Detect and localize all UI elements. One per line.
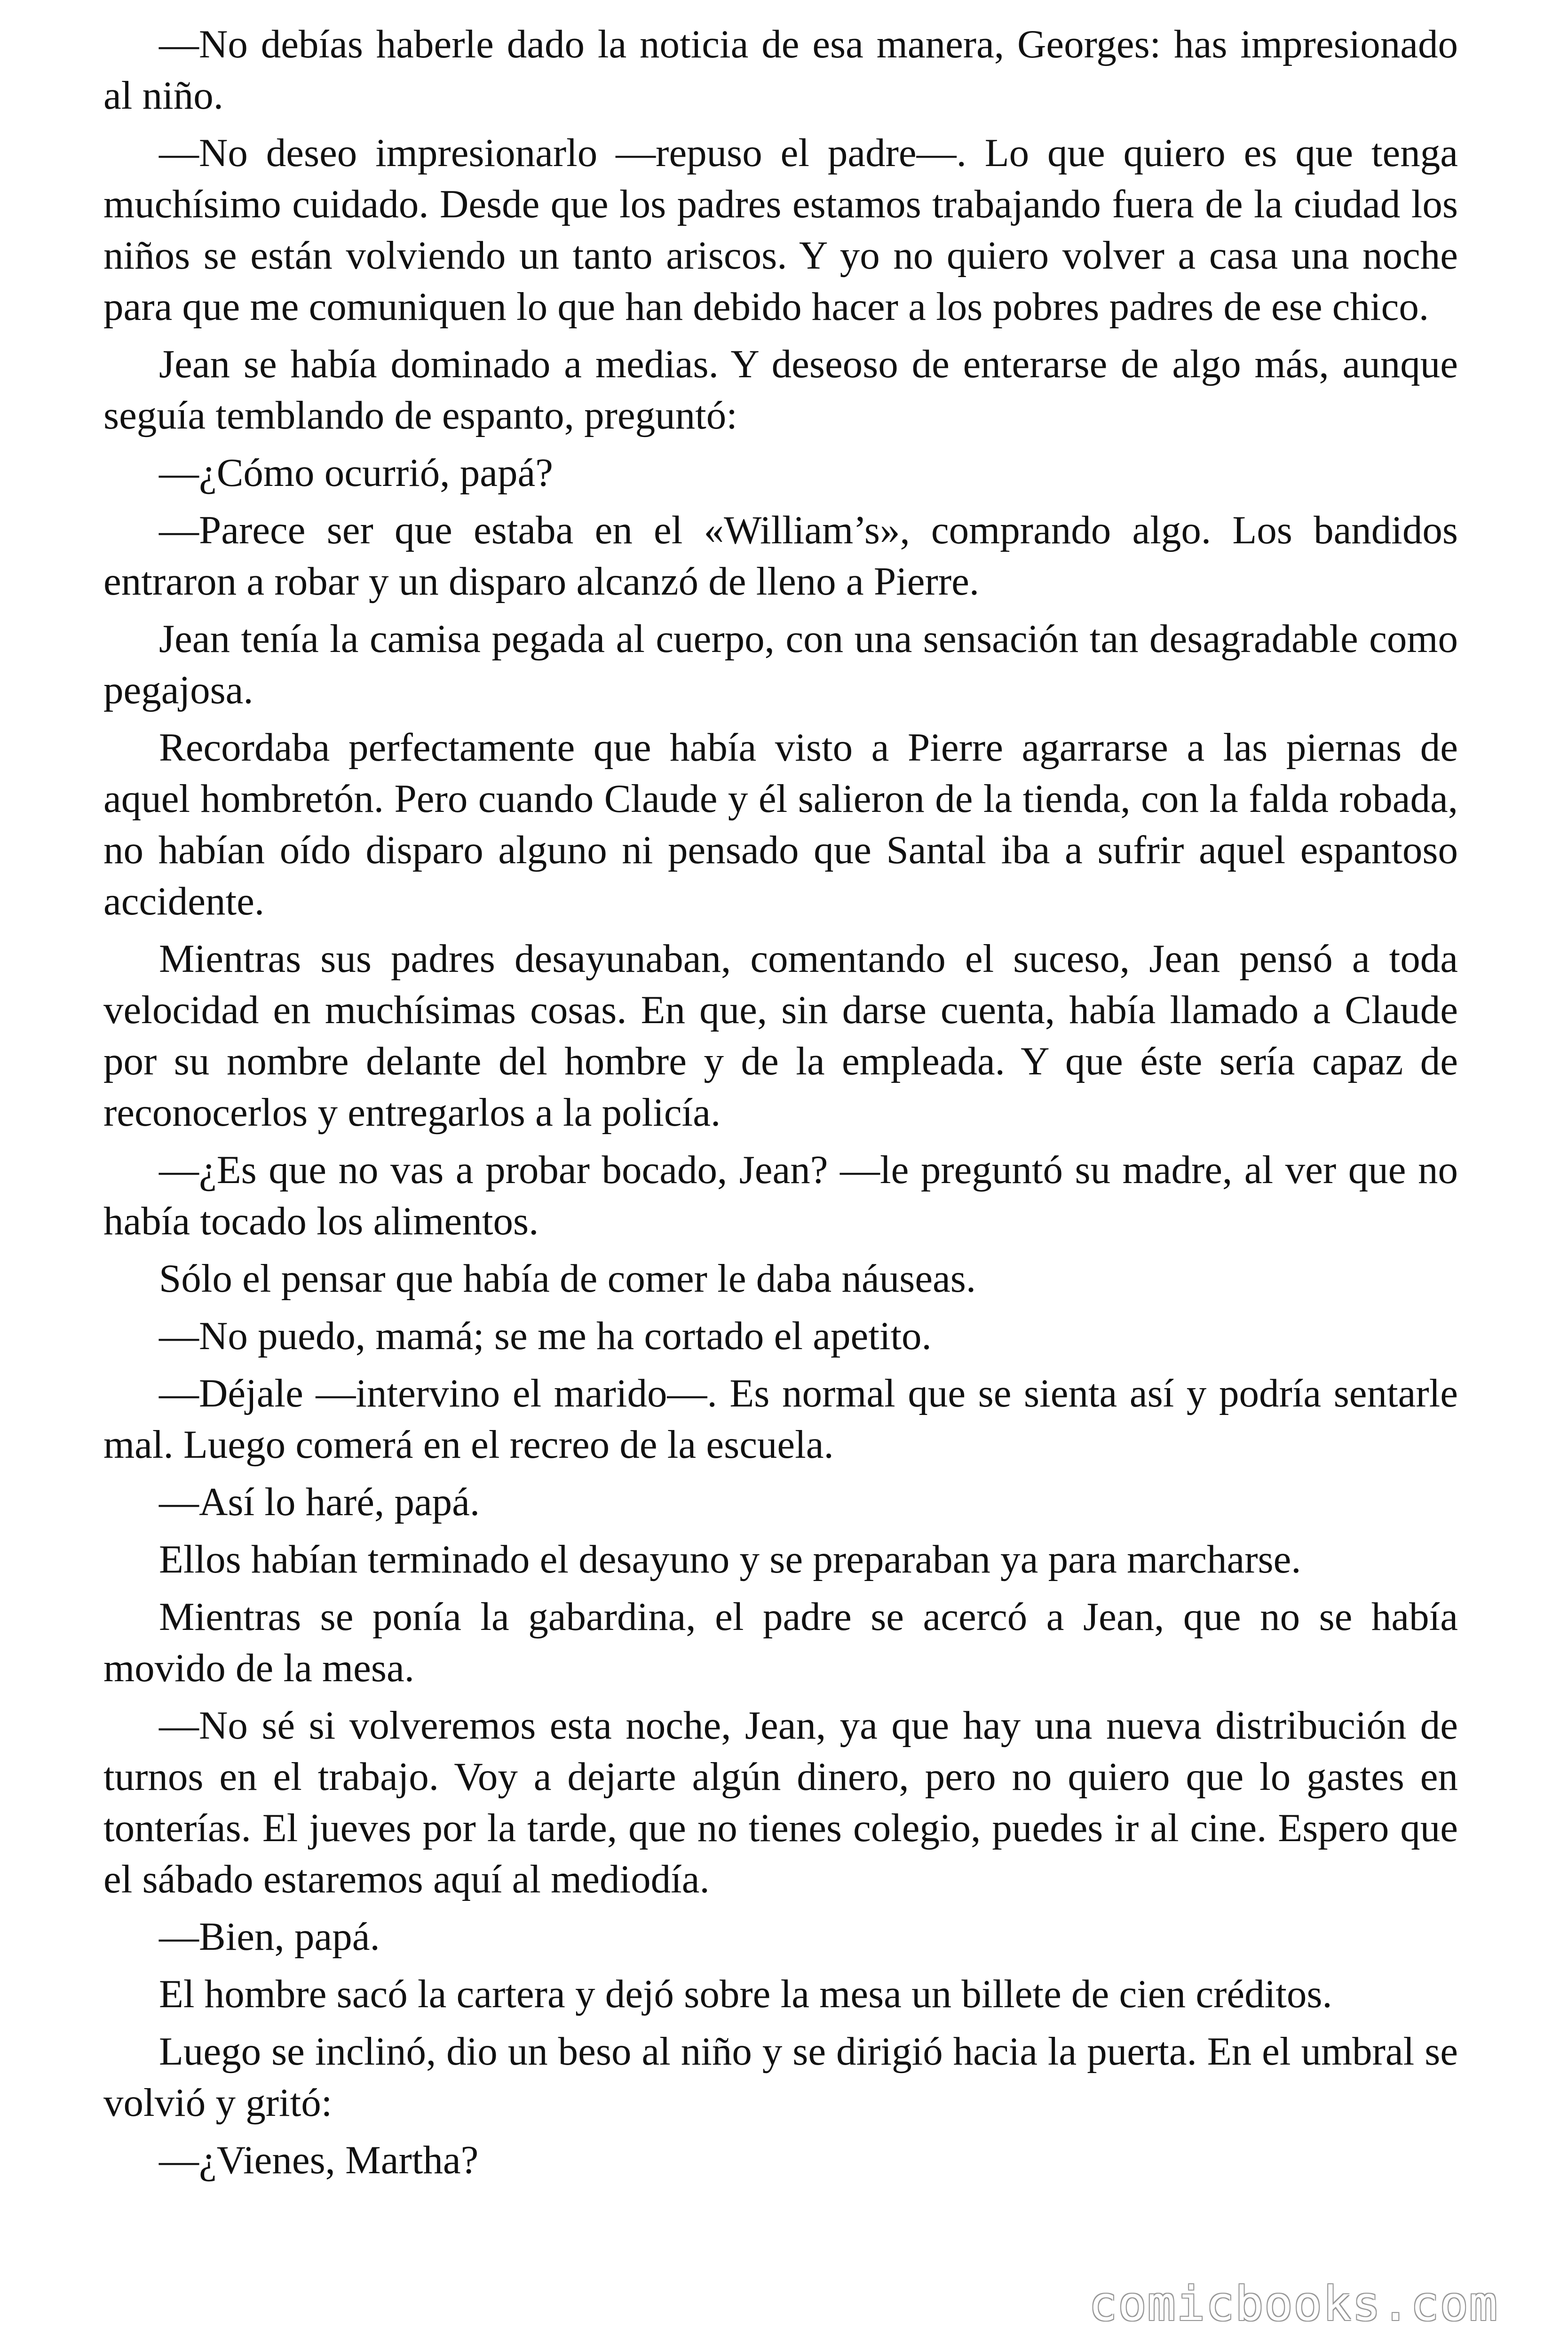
paragraph: —¿Cómo ocurrió, papá? xyxy=(159,451,553,495)
paragraph: —No deseo impresionarlo —repuso el padre—. Lo que quiero es que tenga muchísimo cuidado. Desde que los padres estamos trabajando fuera de la ciudad los niños se están volviendo un tanto ariscos. Y yo no quiero volver a casa una noche para que me comuniquen lo que han debido hacer a los pobres padres de ese chico. xyxy=(103,131,1458,329)
paragraph: —No puedo, mamá; se me ha cortado el apetito. xyxy=(159,1314,932,1358)
paragraph: —Déjale —intervino el marido—. Es normal que se sienta así y podría sentarle mal. Luego comerá en el recreo de la escuela. xyxy=(103,1371,1458,1467)
paragraph: Recordaba perfectamente que había visto a Pierre agarrarse a las piernas de aquel hombretón. Pero cuando Claude y él salieron de la tienda, con la falda robada, no habían oído disparo alguno ni pensado que Santal iba a sufrir aquel espantoso accidente. xyxy=(103,725,1458,923)
paragraph: —Bien, papá. xyxy=(159,1915,380,1959)
watermark: comicbooks.com xyxy=(1089,2276,1498,2331)
paragraph: Mientras sus padres desayunaban, comentando el suceso, Jean pensó a toda velocidad en muchísimas cosas. En que, sin darse cuenta, había llamado a Claude por su nombre delante del hombre y de la empleada. Y que éste sería capaz de reconocerlos y entregarlos a la policía. xyxy=(103,937,1458,1135)
paragraph: Luego se inclinó, dio un beso al niño y se dirigió hacia la puerta. En el umbral se volvió y gritó: xyxy=(103,2029,1458,2125)
paragraph: El hombre sacó la cartera y dejó sobre la mesa un billete de cien créditos. xyxy=(159,1972,1332,2016)
paragraph: —No sé si volveremos esta noche, Jean, ya que hay una nueva distribución de turnos en el trabajo. Voy a dejarte algún dinero, pero no quiero que lo gastes en tonterías. El jueves por la tarde, que no tienes colegio, puedes ir al cine. Espero que el sábado estaremos aquí al mediodía. xyxy=(103,1703,1458,1901)
paragraph: Jean tenía la camisa pegada al cuerpo, con una sensación tan desagradable como pegajosa. xyxy=(103,617,1458,712)
paragraph: Mientras se ponía la gabardina, el padre se acercó a Jean, que no se había movido de la mesa. xyxy=(103,1595,1458,1690)
paragraph: Ellos habían terminado el desayuno y se preparaban ya para marcharse. xyxy=(159,1537,1301,1581)
paragraph: —No debías haberle dado la noticia de esa manera, Georges: has impresionado al niño. xyxy=(103,22,1458,118)
paragraph: Jean se había dominado a medias. Y deseoso de enterarse de algo más, aunque seguía temblando de espanto, preguntó: xyxy=(103,342,1458,437)
paragraph: —Parece ser que estaba en el «William’s», comprando algo. Los bandidos entraron a robar y un disparo alcanzó de lleno a Pierre. xyxy=(103,508,1458,604)
paragraph: —¿Vienes, Martha? xyxy=(159,2138,479,2182)
paragraph: —¿Es que no vas a probar bocado, Jean? —le preguntó su madre, al ver que no había tocado los alimentos. xyxy=(103,1148,1458,1243)
document-page xyxy=(103,19,1458,2192)
paragraph: —Así lo haré, papá. xyxy=(159,1480,480,1524)
paragraph: Sólo el pensar que había de comer le daba náuseas. xyxy=(159,1256,976,1301)
